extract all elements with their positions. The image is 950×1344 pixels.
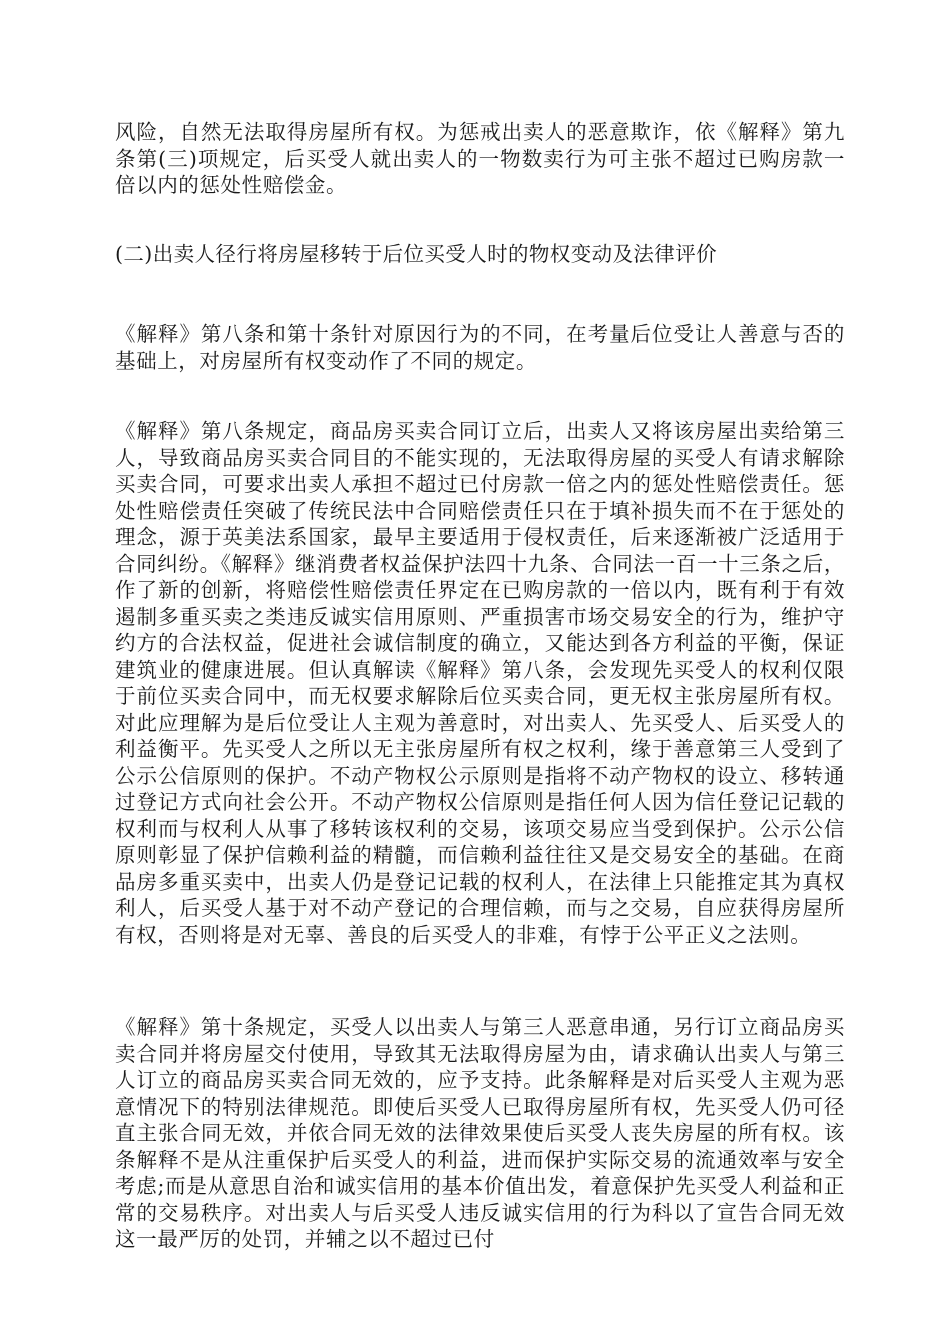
paragraph-1: 风险，自然无法取得房屋所有权。为惩戒出卖人的恶意欺诈，依《解释》第九条第(三)项规定，后买受人就出卖人的一物数卖行为可主张不超过已购房款一倍以内的惩处性赔偿金。	[115, 120, 845, 197]
section-heading: (二)出卖人径行将房屋移转于后位买受人时的物权变动及法律评价	[115, 242, 717, 266]
paragraph-4: 《解释》第十条规定，买受人以出卖人与第三人恶意串通，另行订立商品房买卖合同并将房屋交付使用，导致其无法取得房屋为由，请求确认出卖人与第三人订立的商品房买卖合同无效的，应予支持。此条解释是对后买受人主观为恶意情况下的特别法律规范。即使后买受人已取得房屋所有权，先买受人仍可径直主张合同无效，并依合同无效的法律效果使后买受人丧失房屋的所有权。该条解释不是从注重保护后买受人的利益，进而保护实际交易的流通效率与安全考虑;而是从意思自治和诚实信用的基本价值出发，着意保护先买受人利益和正常的交易秩序。对出卖人与后买受人违反诚实信用的行为科以了宣告合同无效这一最严厉的处罚，并辅之以不超过已付	[115, 1015, 845, 1251]
paragraph-3: 《解释》第八条规定，商品房买卖合同订立后，出卖人又将该房屋出卖给第三人，导致商品房买卖合同目的不能实现的，无法取得房屋的买受人有请求解除买卖合同，可要求出卖人承担不超过已付房款一倍之内的惩处性赔偿责任。惩处性赔偿责任突破了传统民法中合同赔偿责任只在于填补损失而不在于惩处的理念，源于英美法系国家，最早主要适用于侵权责任，后来逐渐被广泛适用于合同纠纷。《解释》继消费者权益保护法四十九条、合同法一百一十三条之后，作了新的创新，将赔偿性赔偿责任界定在已购房款的一倍以内，既有利于有效遏制多重买卖之类违反诚实信用原则、严重损害市场交易安全的行为，维护守约方的合法权益，促进社会诚信制度的确立，又能达到各方利益的平衡，保证建筑业的健康进展。但认真解读《解释》第八条，会发现先买受人的权利仅限于前位买卖合同中，而无权要求解除后位买卖合同，更无权主张房屋所有权。对此应理解为是后位受让人主观为善意时，对出卖人、先买受人、后买受人的利益衡平。先买受人之所以无主张房屋所有权之权利，缘于善意第三人受到了公示公信原则的保护。不动产物权公示原则是指将不动产物权的设立、移转通过登记方式向社会公开。不动产物权公信原则是指任何人因为信任登记记载的权利而与权利人从事了移转该权利的交易，该项交易应当受到保护。公示公信原则彰显了保护信赖利益的精髓，而信赖利益往往又是交易安全的基础。在商品房多重买卖中，出卖人仍是登记记载的权利人，在法律上只能推定其为真权利人，后买受人基于对不动产登记的合理信赖，而与之交易，自应获得房屋所有权，否则将是对无辜、善良的后买受人的非难，有悖于公平正义之法则。	[115, 419, 845, 947]
paragraph-2: 《解释》第八条和第十条针对原因行为的不同，在考量后位受让人善意与否的基础上，对房屋所有权变动作了不同的规定。	[115, 322, 845, 373]
